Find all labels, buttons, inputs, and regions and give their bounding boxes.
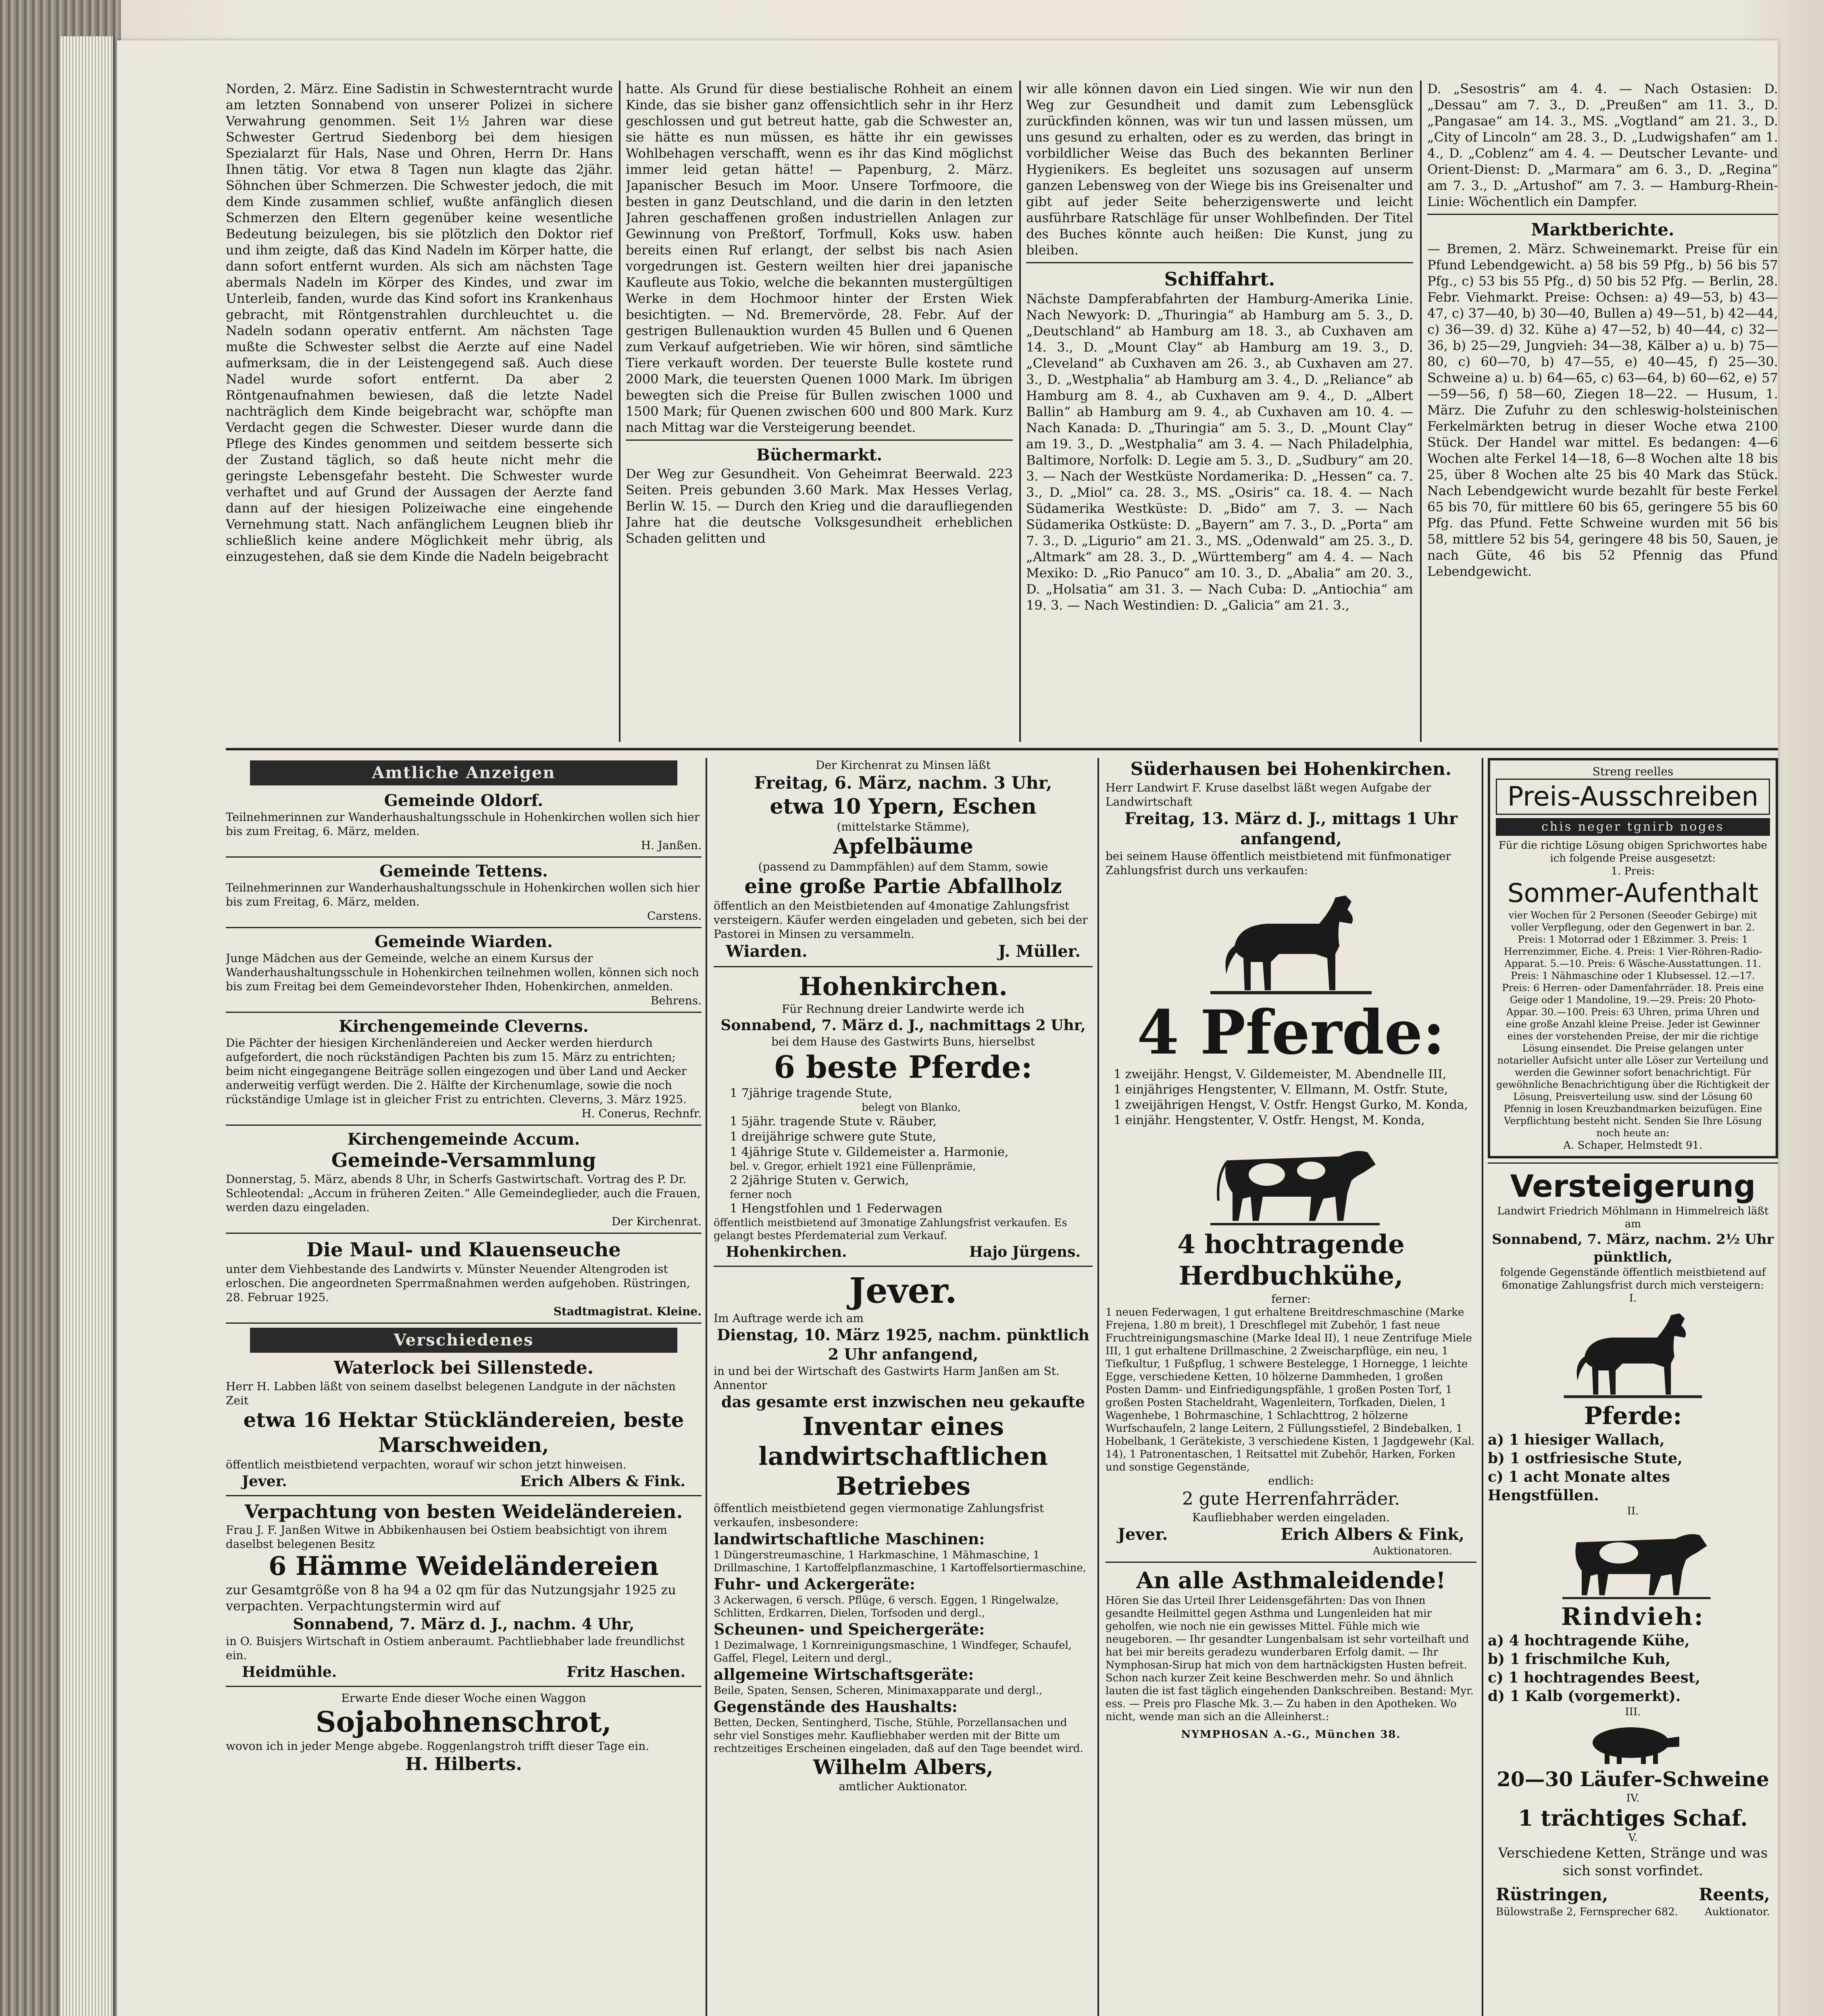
news-column-1 (226, 81, 613, 742)
list-item: bel. v. Gregor, erhielt 1921 eine Füllenprämie, (730, 1160, 976, 1173)
waterlock-title: Waterlock bei Sillenstede. (333, 1358, 594, 1378)
list-item: 1 4jährige Stute v. Gildemeister a. Harmonie, (730, 1145, 1009, 1159)
accum-signature: Der Kirchenrat. (611, 1215, 702, 1228)
hohenkirchen-pferde: 6 beste Pferde: (774, 1049, 1033, 1085)
minsen-apfel: Apfelbäume (833, 834, 973, 859)
pferde-list (1488, 1431, 1778, 1505)
jever-text: Im Auftrage werde ich am (714, 1312, 864, 1325)
versteigerung-signature-details (1488, 1906, 1778, 1918)
hohenkirchen-date: Sonnabend, 7. März d. J., nachmittags 2 Uhr, (720, 1017, 1086, 1034)
column-rule (1019, 81, 1021, 742)
verschiedenes-line: Verschiedene Ketten, Stränge und was sich sonst vorfindet. (1498, 1845, 1768, 1879)
verschiedenes-banner: Verschiedenes (250, 1328, 677, 1353)
versteigerung-date: Sonnabend, 7. März, nachm. 2½ Uhr pünktlich, (1492, 1231, 1774, 1265)
suederhausen-ferner: ferner: (1271, 1292, 1311, 1306)
pferde-title: Pferde: (1584, 1402, 1682, 1430)
hohenkirchen-title: Hohenkirchen. (799, 972, 1008, 1001)
cow-spot (1249, 1163, 1285, 1186)
list-item: c) 1 hochtragendes Beest, (1488, 1669, 1701, 1686)
jever-date: Dienstag, 10. März 1925, nachm. pünktlich 2 Uhr anfangend, (717, 1326, 1089, 1363)
separator (1488, 1162, 1778, 1164)
schweine-line: 20—30 Läufer-Schweine (1497, 1767, 1769, 1791)
horse-illustration (1556, 1305, 1709, 1402)
horse-body (1235, 896, 1353, 990)
roman-numeral-4: IV. (1626, 1792, 1640, 1804)
jever-heading-maschinen: landwirtschaftliche Maschinen: (714, 1530, 985, 1548)
list-item: 1 7jährige tragende Stute, (730, 1086, 892, 1100)
maul-title: Die Maul- und Klauenseuche (306, 1239, 621, 1261)
cleverns-text: Die Pächter der hiesigen Kirchenländereien und Aecker werden hierdurch aufgefordert, die noch rückständigen Pachten bis zum 15. März zu entrichten; beim nicht eingegangene Beiträge sollen eingezogen und über Land und Aecker anderweitig verfügt werden. Die 2. Hälfte der Kirchenumlage, sowie die noch rückständige Umlage ist in gleicher Frist zu entrichten. Cleverns, 3. März 1925. (226, 1036, 687, 1106)
jever-title: Jever. (849, 1270, 957, 1311)
list-item: c) 1 acht Monate altes Hengstfüllen. (1488, 1468, 1670, 1504)
jever-heading-speichergeraete: Scheunen- und Speichergeräte: (714, 1620, 985, 1638)
waterlock-firm: Erich Albers & Fink. (520, 1473, 685, 1490)
news-column-4 (1427, 81, 1778, 742)
soja-headline: Sojabohnenschrot, (316, 1705, 612, 1739)
roman-numeral-2: II. (1627, 1505, 1639, 1517)
ground-line (1210, 991, 1372, 994)
versteigerung-signature (1488, 1884, 1778, 1906)
suederhausen-kuehe: 4 hochtragende Herdbuchkühe, (1177, 1229, 1405, 1291)
pig-illustration (1580, 1718, 1685, 1767)
suederhausen-fahrraeder: 2 gute Herrenfahrräder. (1182, 1489, 1400, 1509)
preis-text-2: vier Wochen für 2 Personen (Seeoder Gebirge) mit voller Verpflegung, oder den Gegenwert in bar. 2. Preis: 1 Motorrad oder 1 Eßzimmer. 3. Preis: 1 Herrenzimmer, Eiche. 4. Preis: 1 Vier-Röhren-Radio-Apparat. 5.—10. Preis: 6 Wäsche-Ausstattungen. 11. Preis: 1 Nähmaschine oder 1 Klubsessel. 12.—17. Preis: 6 Herren- oder Damenfahrräder. 18. Preis eine Geige oder 1 Mandoline, 19.—29. Preis: 20 Photo-Appar. 30.—100. Preis: 63 Uhren, prima Uhren und eine große Anzahl kleine Preise. Jeder ist Gewinner eines der vorstehenden Preise, der mir die richtige Lösung einsendet. Die Preise gelangen unter notarieller Aufsicht unter alle Löser zur Verteilung und werden die Gewinner sofort benachrichtigt. Für gewöhnliche Benachrichtigung über die Richtigkeit der Lösung, Preisverteilung usw. sind der Lösung 60 Pfennig in losen Kreuzbandmarken beizufügen. Eine Verpflichtung besteht nicht. Senden Sie Ihre Lösung noch heute an: (1496, 910, 1770, 1139)
ads-column-4 (1488, 758, 1778, 2016)
ads-column-2 (714, 758, 1093, 2016)
accum-subtitle: Gemeinde-Versammlung (331, 1149, 596, 1172)
preis-code: chis neger tgnirb noges (1496, 818, 1770, 836)
wiarden-signature: Behrens. (650, 994, 702, 1007)
horse-icon (1206, 885, 1376, 998)
market-reports: — Bremen, 2. März. Schweinemarkt. Preise für ein Pfund Lebendgewicht. a) 58 bis 59 Pfg., b) 56 bis 57 Pfg., c) 53 bis 55 Pfg., d) 50 bis 52 Pfg. — Berlin, 28. Febr. Viehmarkt. Preise: Ochsen: a) 49—53, b) 43—47, c) 37—40, b) 30—40, Bullen a) 49—51, b) 42—44, c) 36—39. d) 32. Kühe a) 47—52, b) 40—44, c) 32—36, b) 25—29, Jungvieh: 34—38, Kälber a) u. b) 75—80, c) 60—70, b) 47—55, e) 40—45, f) 25—30. Schweine a) u. b) 64—65, c) 63—64, b) 60—62, e) 57—59—56, f) 58—60, Ziegen 18—22. — Husum, 1. März. Die Zufuhr zu den schleswig-holsteinischen Ferkelmärkten betrug in dieser Woche etwa 2100 Stück. Der Handel war mittel. Es bedangen: 4—6 Wochen alte Ferkel 14—18, 6—8 Wochen alte 18 bis 25, über 8 Wochen alte 25 bis 40 Mark das Stück. Nach Lebendgewicht wurde bezahlt für beste Ferkel 65 bis 70, für mittlere 60 bis 65, geringere 55 bis 60 Pfg. das Pfund. Fette Schweine wurden mit 56 bis 58, mittlere 52 bis 54, geringere 48 bis 50, Sauen, je nach Güte, 46 bis 52 Pfennig das Pfund Lebendgewicht. (1427, 241, 1778, 579)
jever-subtitle: das gesamte erst inzwischen neu gekaufte (721, 1393, 1085, 1411)
list-item: b) 1 ostfriesische Stute, (1488, 1450, 1682, 1467)
asthma-text: Hören Sie das Urteil Ihrer Leidensgefährten: Das von Ihnen gesandte Heilmittel gegen Asthma und Lungenleiden hat mir geholfen, wie noch nie ein gewisses Mittel. Fühle mich wie neugeboren. — Ihr gesandter Lungenbalsam ist sehr vorteilhaft und hat bei mir bereits geradezu wunderbaren Erfolg damit. — Ihr Nymphosan-Sirup hat mich von dem hartnäckigsten Husten befreit. Schon nach kurzer Zeit keine Beschwerden mehr. So und ähnlich lauten die ist fast täglich eingehenden Dankschreiben. Bestand: Myr. ess. — Preis pro Flasche Mk. 3.— Zu haben in den Apotheken. Wo nicht, wende man sich an die Alleinherst.: (1106, 1595, 1474, 1723)
suederhausen-text-2: bei seinem Hause öffentlich meistbietend mit fünfmonatiger Zahlungsfrist durch uns verkaufen: (1106, 850, 1451, 877)
minsen-place: Wiarden. (726, 942, 808, 961)
separator (226, 1012, 702, 1013)
pig-icon (1580, 1718, 1685, 1767)
column-rule (1097, 758, 1099, 2016)
hohenkirchen-place: Hohenkirchen. (726, 1243, 847, 1260)
versteigerung-name: Reents, (1699, 1885, 1770, 1904)
preis-address: A. Schaper, Helmstedt 91. (1563, 1139, 1703, 1152)
preis-title: Preis-Ausschreiben (1496, 779, 1770, 815)
schiffahrt-heading: Schiffahrt. (1164, 268, 1275, 290)
marktberichte-heading: Marktberichte. (1531, 220, 1674, 240)
jever-list-ackergeraete: 3 Ackerwagen, 6 versch. Pflüge, 6 versch. Eggen, 1 Ringelwalze, Schlitten, Erdkarren, Dielen, Torfsoden und dergl., (714, 1594, 1059, 1619)
ground-line (1562, 1597, 1711, 1599)
suederhausen-firm: Erich Albers & Fink, (1281, 1525, 1464, 1544)
minsen-paren: (passend zu Dammpfählen) auf dem Stamm, sowie (758, 860, 1048, 873)
hohenkirchen-name: Hajo Jürgens. (969, 1243, 1081, 1260)
hohenkirchen-horse-list (714, 1086, 1093, 1216)
separator (226, 856, 702, 858)
wiarden-text: Junge Mädchen aus der Gemeinde, welche an einem Kursus der Wanderhaushaltungsschule in Hohenkirchen teilnehmen wollen, können sich noch bis zum Freitag bei dem Gemeindevorsteher Ihden, Hohenkirchen, anmelden. (226, 952, 699, 993)
pig-leg (1617, 1753, 1622, 1764)
newspaper-page (117, 40, 1778, 2016)
oldorf-signature: H. Janßen. (641, 839, 702, 852)
versteigerung-title: Versteigerung (1510, 1168, 1756, 1204)
cow-icon (1194, 1132, 1388, 1229)
cow-spot (1599, 1542, 1638, 1564)
preis-text: Für die richtige Lösung obigen Sprichwortes habe ich folgende Preise ausgesetzt: (1498, 839, 1768, 864)
verpachtung-name: Fritz Haschen. (566, 1664, 685, 1681)
list-item: 1 einjähr. Hengstenter, V. Ostfr. Hengst, M. Konda, (1114, 1113, 1425, 1127)
list-item: 1 zweijähr. Hengst, V. Gildemeister, M. Abendnelle III, (1114, 1067, 1447, 1081)
separator (626, 439, 1013, 441)
separator (226, 1322, 702, 1324)
maul-text: unter dem Viehbestande des Landwirts v. Münster Neuender Altengroden ist erloschen. Die angeordneten Sperrmaßnahmen werden aufgehoben. Rüstringen, 28. Februar 1925. (226, 1262, 690, 1304)
minsen-abfallholz: eine große Partie Abfallholz (744, 874, 1062, 898)
preis-first: 1. Preis: (1611, 865, 1655, 877)
jever-list-wirtschaftsgeraete: Beile, Spaten, Sensen, Scheren, Minimaxapparate und dergl., (714, 1685, 1043, 1697)
waterlock-text-2: öffentlich meistbietend verpachten, worauf wir schon jetzt hinweisen. (226, 1458, 627, 1471)
suederhausen-text: Herr Landwirt F. Kruse daselbst läßt wegen Aufgabe der Landwirtschaft (1106, 781, 1431, 808)
minsen-intro: Der Kirchenrat zu Minsen läßt (816, 758, 991, 772)
waterlock-signature (226, 1472, 702, 1491)
suederhausen-text-3: 1 neuen Federwagen, 1 gut erhaltene Breitdreschmaschine (Marke Frejena, 1.80 m breit), 1 Dreschflegel mit Zubehör, 1 fast neue Fruchtreinigungsmaschine (Marke Ideal II), 1 neue Zentrifuge Miele III, 1 gut erhaltene Drillmaschine, 2 Zweischarpflüge, ein neu, 1 Tiefkultur, 1 Fußpflug, 1 schwere Bestelegge, 1 Hornegge, 1 leichte Egge, verschiedene Ketten, 10 hölzerne Dammheden, 1 großen Posten Damm- und Einfriedigungspfähle, 1 großen Posten Torf, 1 großen Posten Stacheldraht, Wagenleitern, Torfkaden, Dielen, 1 Wagenhebe, 1 Bohrmaschine, 1 Schlachttrog, 2 hölzerne Wurfschaufeln, 2 lange Leitern, 2 Füllungsstiefel, 2 Bindebalken, 1 Hobelbank, 1 Gerätekiste, 3 verschiedene Kisten, 1 Jagdgewehr (Kal. 14), 1 Patronentaschen, 1 Reitsattel mit Zubehör, Harken, Forken und sonstige Gegenstände, (1106, 1306, 1475, 1473)
cow-body (1225, 1151, 1376, 1221)
horse-illustration (1206, 885, 1376, 998)
versteigerung-text: Landwirt Friedrich Möhlmann in Himmelreich läßt am (1497, 1205, 1769, 1230)
waterlock-text: Herr H. Labben läßt von seinem daselbst belegenen Landgute in der nächsten Zeit (226, 1380, 676, 1407)
preis-top: Streng reelles (1592, 765, 1674, 778)
shipping-schedule: Nächste Dampferabfahrten der Hamburg-Amerika Linie. Nach Newyork: D. „Thuringia“ ab Hamburg am 5. 3., D. „Deutschland“ ab Hamburg am 18. 3., ab Cuxhaven am 14. 3., D. „Mount Clay“ ab Hamburg am 19. 3., D. „Cleveland“ ab Cuxhaven am 26. 3., ab Cuxhaven am 27. 3., D. „Westphalia“ ab Hamburg am 3. 4., D. „Reliance“ ab Hamburg am 8. 4., ab Cuxhaven am 9. 4., D. „Albert Ballin“ ab Hamburg am 9. 4., ab Cuxhaven am 10. 4. — Nach Kanada: D. „Thuringia“ am 5. 3., D. „Mount Clay“ am 19. 3., D. „Westphalia“ am 3. 4. — Nach Philadelphia, Baltimore, Norfolk: D. Legie am 5. 3., D. „Sudbury“ am 20. 3. — Nach der Westküste Nordamerika: D. „Hessen“ ca. 7. 3., D. „Miol“ ca. 28. 3., MS. „Osiris“ ca. 18. 4. — Nach Südamerika Westküste: D. „Bido“ am 7. 3. — Nach Südamerika Ostküste: D. „Bayern“ am 7. 3., D. „Porta“ am 7. 3., D. „Ligurio“ am 21. 3., MS. „Odenwald“ am 25. 3., D. „Altmark“ am 28. 3., D. „Württemberg“ am 4. 4. — Nach Mexiko: D. „Rio Panuco“ am 10. 3., D. „Abalia“ am 20. 3., D. „Holsatia“ am 31. 3. — Nach Cuba: D. „Antiochia“ am 19. 3. — Nach Westindien: D. „Galicia“ am 21. 3., (1026, 291, 1413, 613)
versteigerung-address: Bülowstraße 2, Fernsprecher 682. (1496, 1906, 1678, 1918)
suederhausen-pferde: 4 Pferde: (1137, 997, 1445, 1068)
cow-body (1576, 1534, 1707, 1595)
ads-column-1 (226, 758, 702, 2016)
separator (226, 1125, 702, 1126)
list-item: b) 1 frischmilche Kuh, (1488, 1651, 1671, 1668)
column-rule (619, 81, 620, 742)
wiarden-title: Gemeinde Wiarden. (375, 932, 553, 951)
verpachtung-signature (226, 1662, 702, 1682)
verpachtung-text-3: in O. Buisjers Wirtschaft in Ostiem anberaumt. Pachtliebhaber lade freundlichst ein. (226, 1635, 685, 1662)
jever-headline: Inventar eines landwirtschaftlichen Betriebes (758, 1412, 1048, 1501)
oldorf-text: Teilnehmerinnen zur Wanderhaushaltungsschule in Hohenkirchen wollen sich hier bis zum Freitag, 6. März, melden. (226, 810, 700, 838)
separator (714, 1266, 1093, 1267)
waterlock-offer: etwa 16 Hektar Stückländereien, beste Marschweiden, (243, 1408, 684, 1457)
preis-ausschreiben-box (1488, 758, 1778, 1158)
list-item: 1 dreijährige schwere gute Stute, (730, 1130, 937, 1144)
list-item: d) 1 Kalb (vorgemerkt). (1488, 1688, 1681, 1705)
roman-numeral-1: I. (1629, 1292, 1637, 1304)
jever-text-3: öffentlich meistbietend gegen viermonatige Zahlungsfrist verkaufen, insbesondere: (714, 1502, 1044, 1529)
roman-numeral-3: III. (1625, 1706, 1641, 1718)
list-item: a) 4 hochtragende Kühe, (1488, 1632, 1690, 1649)
accum-title: Kirchengemeinde Accum. (347, 1130, 580, 1149)
minsen-note: (mittelstarke Stämme), (837, 820, 970, 833)
list-item: a) 1 hiesiger Wallach, (1488, 1431, 1665, 1448)
cow-tail (1218, 1162, 1226, 1201)
list-item: 1 Hengstfohlen und 1 Federwagen (730, 1202, 943, 1216)
separator (226, 1686, 702, 1687)
page-edges (60, 36, 115, 2016)
cow-illustration (1548, 1518, 1718, 1602)
jever-list-speichergeraete: 1 Dezimalwage, 1 Kornreinigungsmaschine, 1 Windfeger, Schaufel, Gaffel, Flegel, Leitern und dergl., (714, 1639, 1072, 1664)
jever-text-2: in und bei der Wirtschaft des Gastwirts Harm Janßen am St. Annentor (714, 1364, 1060, 1392)
verpachtung-text-2: zur Gesamtgröße von 8 ha 94 a 02 qm für das Nutzungsjahr 1925 zu verpachten. Verpachtungstermin wird auf (226, 1582, 676, 1614)
ground-line (1564, 1395, 1702, 1398)
list-item: 1 5jähr. tragende Stute v. Räuber, (730, 1114, 937, 1129)
rindvieh-title: Rindvieh: (1561, 1603, 1705, 1631)
verpachtung-date: Sonnabend, 7. März d. J., nachm. 4 Uhr, (293, 1615, 635, 1633)
cow-icon (1548, 1518, 1718, 1602)
horse-tail (1226, 946, 1237, 974)
suederhausen-date: Freitag, 13. März d. J., mittags 1 Uhr anfangend, (1124, 809, 1458, 848)
suederhausen-endlich: endlich: (1268, 1474, 1314, 1487)
soja-intro: Erwarte Ende dieser Woche einen Waggon (341, 1691, 586, 1705)
cow-illustration (1194, 1132, 1388, 1229)
oldorf-title: Gemeinde Oldorf. (384, 791, 543, 810)
minsen-signature (714, 941, 1093, 962)
list-item: 1 einjähriges Hengstenter, V. Ellmann, M. Ostfr. Stute, (1114, 1083, 1448, 1097)
hohenkirchen-text: Für Rechnung dreier Landwirte werde ich (782, 1002, 1024, 1016)
news-article-norden: Norden, 2. März. Eine Sadistin in Schwesterntracht wurde am letzten Sonnabend von unserer Polizei in sichere Verwahrung genommen. Seit 1½ Jahren war diese Schwester Gertrud Siedenborg bei dem hiesigen Spezialarzt für Hals, Nase und Ohren, Herrn Dr. Hans Ihnen tätig. Vor etwa 8 Tagen nun klagte das 2jähr. Söhnchen über Schmerzen. Die Schwester jedoch, die mit dem Kinde zusammen schlief, wußte anfänglich diesen Schmerzen den Eltern gegenüber keine wesentliche Bedeutung beizulegen, bis sie plötzlich den Doktor rief und ihm zeigte, daß das Kind Nadeln im Körper hatte, die dann sofort entfernt wurden. Als sich am nächsten Tage abermals Nadeln im Körper des Kindes, und zwar im Unterleib, fanden, wurde das Kind sofort ins Krankenhaus gebracht, mit Röntgenstrahlen durchleuchtet u. die Nadeln sodann operativ entfernt. Am nächsten Tage mußte die Schwester selbst die Aerzte auf eine Nadel aufmerksam, die in der Leistengegend saß. Auch diese Nadel wurde sofort entfernt. Da aber 2 Röntgenaufnahmen bewiesen, daß die letzte Nadel nachträglich dem Kinde beigebracht war, schöpfte man Verdacht gegen die Schwester. Dieser wurde dann die Pflege des Kindes genommen und seitdem besserte sich der Zustand täglich, so daß heute nicht mehr die geringste Lebensgefahr besteht. Die Schwester wurde verhaftet und auf Grund der Aussagen der Aerzte fand dann auf der hiesigen Polizeiwache eine eingehende Vernehmung statt. Nach anfänglichem Leugnen blieb ihr schließlich keine andere Möglichkeit mehr übrig, als einzugestehen, daß sie dem Kinde die Nadeln beigebracht (226, 81, 613, 564)
asthma-title: An alle Asthmaleidende! (1136, 1567, 1446, 1594)
verpachtung-text: Frau J. F. Janßen Witwe in Abbikenhausen bei Ostiem beabsichtigt von ihrem daselbst belegenen Besitz (226, 1523, 667, 1551)
ground-line (1210, 1223, 1380, 1225)
jever-signature-title: amtlicher Auktionator. (839, 1780, 968, 1793)
jever-heading-haushalt: Gegenstände des Haushalts: (714, 1697, 958, 1716)
versteigerung-place: Rüstringen, (1496, 1885, 1608, 1904)
pig-leg (1641, 1753, 1646, 1764)
minsen-date: Freitag, 6. März, nachm. 3 Uhr, (754, 773, 1052, 793)
separator (1106, 1562, 1476, 1563)
jever-list-haushalt: Betten, Decken, Sentingherd, Tische, Stühle, Porzellansachen und sehr viel Sonstiges mehr. Kaufliebhaber werden mit der Bitte um rechtzeitiges Erscheinen eingeladen, daß auf den Tage beendet wird. (714, 1717, 1083, 1755)
soja-text: wovon ich in jeder Menge abgebe. Roggenlangstroh trifft dieser Tage ein. (226, 1739, 650, 1753)
cleverns-signature: H. Conerus, Rechnfr. (581, 1107, 702, 1120)
ads-column-3 (1106, 758, 1476, 2016)
amtliche-anzeigen-banner: Amtliche Anzeigen (250, 760, 677, 785)
horizontal-rule (226, 748, 1778, 750)
book-review: Der Weg zur Gesundheit. Von Geheimrat Beerwald. 223 Seiten. Preis gebunden 3.60 Mark. Max Hesses Verlag, Berlin W. 15. — Durch den Krieg und die daraufliegenden Jahre hat die deutsche Volksgesundheit erheblichen Schaden gelitten und (626, 466, 1013, 546)
list-item: 2 2jährige Stuten v. Gerwich, (730, 1173, 909, 1187)
hohenkirchen-text-2: bei dem Hause des Gastwirts Buns, hierselbst (771, 1035, 1035, 1048)
news-article-papenburg: hatte. Als Grund für diese bestialische Rohheit an einem Kinde, das sie bisher ganz offensichtlich sehr in ihr Herz geschlossen und gut betreut hatte, gab die Schwester an, sie hätte es nun müssen, es hätte ihr ein gewisses Wohlbehagen verschafft, wenn es ihr das Kind möglichst immer leid getan hätte! — Papenburg, 2. März. Japanischer Besuch im Moor. Unsere Torfmoore, die besten in ganz Deutschland, und die darin in den letzten Jahren geschaffenen großen industriellen Anlagen zur Gewinnung von Preßtorf, Torfmull, Koks usw. haben bereits einen Ruf erlangt, der selbst bis nach Asien vorgedrungen ist. Gestern weilten hier drei japanische Kaufleute aus Tokio, welche die bekannten mustergültigen Werke in dem Hochmoor hinter der Ersten Wiek besichtigten. — Nd. Bremervörde, 28. Febr. Auf der gestrigen Bullenauktion wurden 45 Bullen und 6 Quenen zum Verkauf aufgetrieben. Wie wir hören, sind sämtliche Tiere verkauft worden. Der teuerste Bulle kostete rund 2000 Mark, die teuersten Quenen 1000 Mark. Im übrigen bewegten sich die Preise für Bullen zwischen 1000 und 1500 Mark; für Quenen zwischen 600 und 800 Mark. Kurz nach Mittag war die Versteigerung beendet. (626, 81, 1013, 435)
horse-body (1585, 1313, 1686, 1394)
separator (1026, 262, 1413, 263)
suederhausen-title: Süderhausen bei Hohenkirchen. (1130, 759, 1452, 779)
separator (714, 966, 1093, 967)
list-item: ferner noch (730, 1189, 792, 1201)
rindvieh-list (1488, 1631, 1778, 1706)
column-rule (706, 758, 707, 2016)
separator (226, 927, 702, 928)
column-rule (1482, 758, 1483, 2016)
tettens-signature: Carstens. (647, 909, 702, 923)
jever-signature: Wilhelm Albers, (813, 1755, 993, 1779)
waterlock-place: Jever. (242, 1473, 287, 1490)
soja-signature: H. Hilberts. (405, 1754, 522, 1774)
tettens-text: Teilnehmerinnen zur Wanderhaushaltungsschule in Hohenkirchen wollen sich hier bis zum Freitag, 6. März, melden. (226, 881, 700, 908)
separator (226, 1495, 702, 1496)
jever-list-maschinen: 1 Düngerstreumaschine, 1 Harkmaschine, 1 Mähmaschine, 1 Drillmaschine, 1 Kartoffelpflanzmaschine, 1 Kartoffelsortiermaschine, (714, 1549, 1087, 1574)
separator (226, 1233, 702, 1234)
book-review-continued: wir alle können davon ein Lied singen. Wie wir nun den Weg zur Gesundheit und damit zum Lebensglück zurückfinden können, was wir tun und lassen müssen, um uns gesund zu erhalten, oder es zu werden, das bringt in vorbildlicher Weise das Buch des bekannten Berliner Hygienikers. Es begleitet uns sozusagen auf unserm ganzen Lebensweg von der Wiege bis ins Greisenalter und gibt auf jeder Seite beherzigenswerte und leicht ausführbare Ratschläge für unser Wohlbefinden. Der Titel des Buches könnte auch heißen: Die Kunst, jung zu bleiben. (1026, 81, 1413, 258)
suederhausen-text-4: Kaufliebhaber werden eingeladen. (1192, 1511, 1390, 1524)
verpachtung-title: Verpachtung von besten Weideländereien. (244, 1501, 683, 1522)
hohenkirchen-text-3: öffentlich meistbietend auf 3monatige Zahlungsfrist verkaufen. Es gelangt bestes Pferdematerial zum Verkauf. (714, 1217, 1067, 1242)
cow-spot (1297, 1162, 1325, 1179)
list-item: 1 zweijährigen Hengst, V. Ostfr. Hengst Gurko, M. Konda, (1114, 1098, 1468, 1112)
buechermarkt-heading: Büchermarkt. (756, 446, 883, 464)
minsen-name: J. Müller. (998, 942, 1081, 961)
suederhausen-horse-list (1106, 1067, 1476, 1128)
verpachtung-place: Heidmühle. (242, 1664, 337, 1681)
news-column-3 (1026, 81, 1413, 742)
separator (1427, 214, 1778, 215)
pig-leg (1605, 1753, 1610, 1764)
asthma-footer: NYMPHOSAN A.-G., München 38. (1181, 1729, 1401, 1741)
list-item: belegt von Blanko, (862, 1102, 961, 1114)
hohenkirchen-signature (714, 1242, 1093, 1262)
preis-sommer-aufenthalt: Sommer-Aufenthalt (1507, 879, 1759, 908)
news-column-2 (626, 81, 1013, 742)
suederhausen-firm-title: Auktionatoren. (1373, 1545, 1452, 1557)
versteigerung-text-2: folgende Gegenstände öffentlich meistbietend auf 6monatige Zahlungsfrist durch mich versteigern: (1500, 1266, 1766, 1291)
shipping-schedule-continued: D. „Sesostris“ am 4. 4. — Nach Ostasien: D. „Dessau“ am 7. 3., D. „Preußen“ am 11. 3., D. „Pangasae“ am 14. 3., MS. „Vogtland“ am 21. 3., D. „City of Lincoln“ am 28. 3., D. „Ludwigshafen“ am 1. 4., D. „Coblenz“ am 4. 4. — Deutscher Levante- und Orient-Dienst: D. „Marmara“ am 6. 3., D. „Regina“ am 7. 3., D. „Artushof“ am 7. 3. — Hamburg-Rhein-Linie: Wöchentlich ein Dampfer. (1427, 81, 1778, 209)
roman-numeral-5: V. (1628, 1832, 1638, 1844)
minsen-offer: etwa 10 Ypern, Eschen (770, 794, 1037, 819)
jever-heading-wirtschaftsgeraete: allgemeine Wirtschaftsgeräte: (714, 1665, 974, 1683)
column-rule (1420, 81, 1422, 742)
jever-heading-ackergeraete: Fuhr- und Ackergeräte: (714, 1575, 915, 1593)
versteigerung-job: Auktionator. (1705, 1906, 1770, 1918)
schaf-line: 1 trächtiges Schaf. (1518, 1805, 1748, 1831)
horse-icon (1556, 1305, 1709, 1402)
suederhausen-signature (1106, 1524, 1476, 1545)
verpachtung-offer: 6 Hämme Weideländereien (268, 1551, 659, 1581)
suederhausen-place: Jever. (1118, 1525, 1168, 1544)
cleverns-title: Kirchengemeinde Cleverns. (339, 1017, 589, 1036)
maul-signature: Stadtmagistrat. Kleine. (553, 1305, 702, 1318)
pig-leg (1653, 1753, 1658, 1764)
minsen-text: öffentlich an den Meistbietenden auf 4monatige Zahlungsfrist versteigern. Käufer werden eingeladen und gebeten, sich bei der Pastorei in Minsen zu versammeln. (714, 899, 1088, 941)
accum-text: Donnerstag, 5. März, abends 8 Uhr, in Scherfs Gastwirtschaft. Vortrag des P. Dr. Schleotendal: „Accum in früheren Zeiten.“ Alle Gemeindeglieder, auch die Frauen, werden dazu eingeladen. (226, 1173, 701, 1214)
horse-tail (1577, 1357, 1587, 1381)
tettens-title: Gemeinde Tettens. (379, 862, 548, 881)
